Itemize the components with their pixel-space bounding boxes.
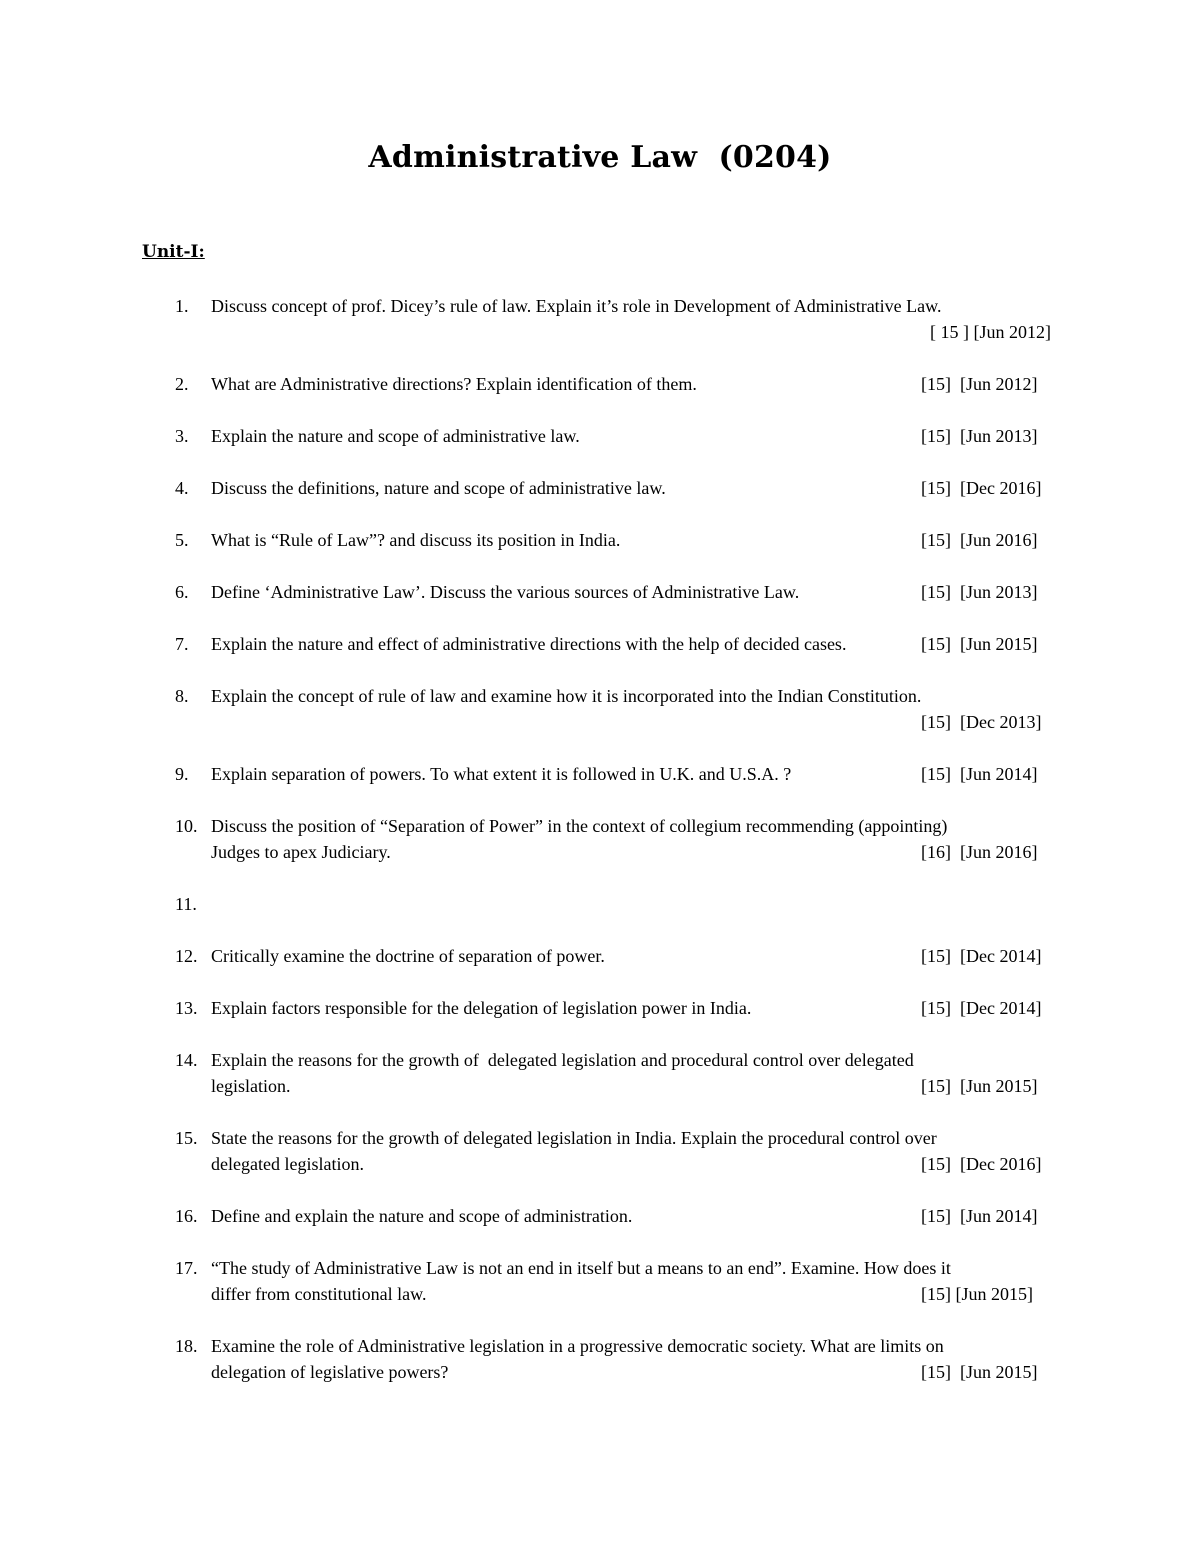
question-marks: [15] [Jun 2014] xyxy=(921,1206,1038,1226)
question-text: Discuss concept of prof. Dicey’s rule of law. Explain it’s role in Development of Administrative Law. xyxy=(211,296,942,316)
question-number: 15. xyxy=(175,1128,198,1148)
question-text: State the reasons for the growth of delegated legislation in India. Explain the procedural control over xyxy=(211,1128,937,1148)
question-number: 6. xyxy=(175,582,189,602)
question-marks: [15] [Dec 2016] xyxy=(921,1154,1042,1174)
question-text-continued: delegation of legislative powers? xyxy=(211,1362,449,1382)
question-text: What are Administrative directions? Explain identification of them. xyxy=(211,374,697,394)
question-item xyxy=(0,891,1200,917)
question-number: 8. xyxy=(175,686,189,706)
unit-heading: Unit-I: xyxy=(142,242,205,262)
question-item xyxy=(0,683,1200,735)
question-text: Explain separation of powers. To what extent it is followed in U.K. and U.S.A. ? xyxy=(211,764,792,784)
question-text-continued: delegated legislation. xyxy=(211,1154,364,1174)
question-text-continued: Judges to apex Judiciary. xyxy=(211,842,391,862)
question-marks: [15] [Jun 2015] xyxy=(921,1284,1033,1304)
question-marks: [15] [Dec 2016] xyxy=(921,478,1042,498)
question-number: 7. xyxy=(175,634,189,654)
question-number: 18. xyxy=(175,1336,198,1356)
question-text: “The study of Administrative Law is not an end in itself but a means to an end”. Examine. How does it xyxy=(211,1258,951,1278)
question-number: 2. xyxy=(175,374,189,394)
question-number: 9. xyxy=(175,764,189,784)
question-number: 12. xyxy=(175,946,198,966)
question-marks: [15] [Jun 2012] xyxy=(921,374,1038,394)
question-item xyxy=(0,1333,1200,1385)
question-text-continued: legislation. xyxy=(211,1076,291,1096)
question-number: 11. xyxy=(175,894,197,914)
question-text: Explain the reasons for the growth of delegated legislation and procedural control over delegated xyxy=(211,1050,914,1070)
question-number: 5. xyxy=(175,530,189,550)
question-item xyxy=(0,475,1200,501)
question-item xyxy=(0,631,1200,657)
question-item xyxy=(0,371,1200,397)
question-marks: [16] [Jun 2016] xyxy=(921,842,1038,862)
question-marks: [15] [Jun 2015] xyxy=(921,1362,1038,1382)
question-item xyxy=(0,995,1200,1021)
question-item xyxy=(0,1125,1200,1177)
question-number: 3. xyxy=(175,426,189,446)
question-text: Define and explain the nature and scope of administration. xyxy=(211,1206,633,1226)
question-number: 17. xyxy=(175,1258,198,1278)
question-text: Critically examine the doctrine of separation of power. xyxy=(211,946,605,966)
question-item xyxy=(0,423,1200,449)
question-marks: [15] [Jun 2013] xyxy=(921,426,1038,446)
question-text-continued: differ from constitutional law. xyxy=(211,1284,427,1304)
question-marks: [15] [Dec 2013] xyxy=(921,712,1042,732)
question-text: Explain the nature and scope of administrative law. xyxy=(211,426,580,446)
question-marks: [15] [Jun 2016] xyxy=(921,530,1038,550)
question-text: Explain the nature and effect of administrative directions with the help of decided cases. xyxy=(211,634,847,654)
question-number: 1. xyxy=(175,296,189,316)
question-marks: [ 15 ] [Jun 2012] xyxy=(930,322,1051,342)
question-item xyxy=(0,813,1200,865)
question-marks: [15] [Jun 2015] xyxy=(921,634,1038,654)
question-item xyxy=(0,527,1200,553)
question-item xyxy=(0,943,1200,969)
question-text: Discuss the definitions, nature and scope of administrative law. xyxy=(211,478,666,498)
question-text: What is “Rule of Law”? and discuss its position in India. xyxy=(211,530,621,550)
question-item xyxy=(0,293,1200,345)
question-marks: [15] [Dec 2014] xyxy=(921,946,1042,966)
question-item xyxy=(0,579,1200,605)
question-marks: [15] [Dec 2014] xyxy=(921,998,1042,1018)
question-marks: [15] [Jun 2015] xyxy=(921,1076,1038,1096)
question-text: Explain factors responsible for the delegation of legislation power in India. xyxy=(211,998,752,1018)
question-number: 4. xyxy=(175,478,189,498)
question-text: Explain the concept of rule of law and examine how it is incorporated into the Indian Constitution. xyxy=(211,686,922,706)
question-item xyxy=(0,761,1200,787)
page-title: Administrative Law (0204) xyxy=(368,140,832,175)
question-number: 14. xyxy=(175,1050,198,1070)
question-number: 16. xyxy=(175,1206,198,1226)
question-item xyxy=(0,1255,1200,1307)
question-number: 10. xyxy=(175,816,198,836)
question-number: 13. xyxy=(175,998,198,1018)
question-item xyxy=(0,1203,1200,1229)
question-text: Examine the role of Administrative legislation in a progressive democratic society. What are limits on xyxy=(211,1336,944,1356)
question-text: Discuss the position of “Separation of Power” in the context of collegium recommending (appointing) xyxy=(211,816,948,836)
question-marks: [15] [Jun 2013] xyxy=(921,582,1038,602)
question-item xyxy=(0,1047,1200,1099)
question-text: Define ‘Administrative Law’. Discuss the various sources of Administrative Law. xyxy=(211,582,800,602)
question-list xyxy=(0,293,1200,1411)
question-marks: [15] [Jun 2014] xyxy=(921,764,1038,784)
